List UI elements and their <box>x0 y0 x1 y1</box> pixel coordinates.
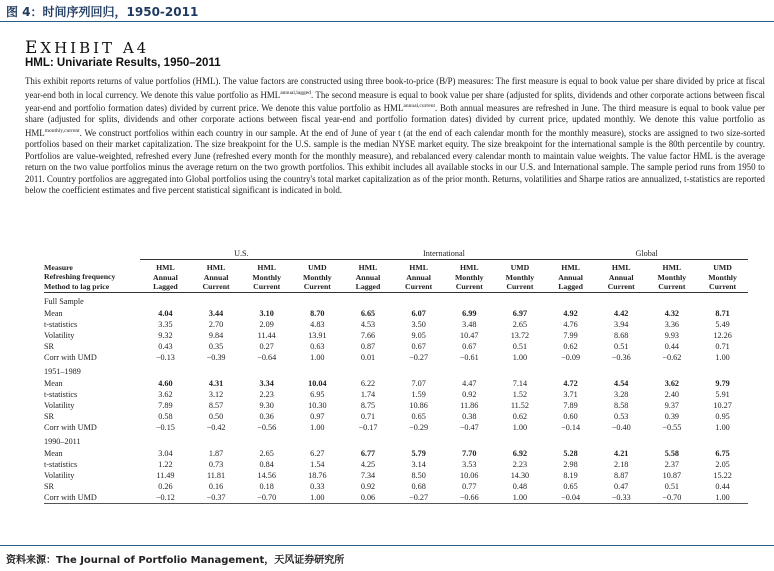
table-cell: 0.67 <box>411 341 426 351</box>
table-cell: 1.00 <box>495 492 546 504</box>
table-cell: 0.68 <box>411 481 426 491</box>
section-row <box>44 363 748 378</box>
table-cell: 1.00 <box>512 352 528 362</box>
table-cell: 3.04 <box>158 448 173 458</box>
table-cell: 0.62 <box>512 411 528 421</box>
frequency-label: Refreshing frequency <box>44 272 116 282</box>
table-cell: 8.19 <box>563 470 578 480</box>
table-cell: 2.37 <box>664 459 680 469</box>
table-cell: 0.27 <box>259 341 274 351</box>
column-header-freq: Monthly <box>505 272 535 282</box>
table-cell: 1.00 <box>310 422 325 432</box>
table-cell: 0.50 <box>208 411 224 421</box>
table-cell: 12.26 <box>713 330 732 340</box>
column-header-measure: HML <box>206 263 226 272</box>
table-cell: 0.73 <box>208 459 224 469</box>
table-cell: −0.39 <box>206 352 226 362</box>
table-cell: 0.84 <box>259 459 274 469</box>
exhibit-label-initial: E <box>25 38 41 58</box>
table-row <box>44 422 748 433</box>
table-cell: 3.71 <box>563 389 578 399</box>
column-header-freq: Annual <box>558 272 583 282</box>
table-cell: 9.30 <box>259 400 274 410</box>
row-label: Volatility <box>44 470 75 480</box>
table-cell: 4.76 <box>563 319 578 329</box>
table-cell: −0.62 <box>662 352 682 362</box>
table-cell: −0.29 <box>409 422 429 432</box>
column-header-measure: HML <box>156 263 175 272</box>
table-cell: 11.44 <box>257 330 276 340</box>
column-header-us-2 <box>191 260 242 293</box>
table-cell: 0.44 <box>715 481 730 491</box>
table-row <box>44 411 748 422</box>
table-cell: 0.63 <box>310 341 325 351</box>
table-cell: 0.48 <box>512 481 528 491</box>
column-header-lag: Lagged <box>558 282 583 292</box>
column-header-measure: HML <box>257 263 276 272</box>
group-header-spacer <box>44 248 140 260</box>
section-row <box>44 433 748 448</box>
table-cell: 0.97 <box>310 411 325 421</box>
column-header-measure: HML <box>409 263 428 272</box>
column-header-lag: Lagged <box>355 282 381 292</box>
column-header-intl-1 <box>343 260 394 293</box>
table-cell: 6.65 <box>360 308 376 318</box>
column-header-freq: Annual <box>608 272 634 282</box>
column-header-lag: Current <box>253 282 281 292</box>
table-cell: 9.32 <box>158 330 173 340</box>
table-cell: 10.86 <box>409 400 428 410</box>
table-cell: 7.66 <box>360 330 376 340</box>
header-divider <box>0 21 774 22</box>
column-header-measure: UMD <box>713 263 732 272</box>
table-cell: −0.37 <box>191 492 242 504</box>
row-label: t-statistics <box>44 389 78 399</box>
table-cell: 0.95 <box>715 411 730 421</box>
table-cell: −0.33 <box>596 492 647 504</box>
row-label: SR <box>44 411 55 421</box>
row-label: Mean <box>44 448 63 458</box>
column-header-measure: HML <box>561 263 580 272</box>
table-cell: −0.47 <box>459 422 479 432</box>
column-header-freq: Monthly <box>303 272 332 282</box>
table-cell: 0.65 <box>411 411 426 421</box>
table-cell: 0.60 <box>563 411 578 421</box>
table-cell: 4.04 <box>158 308 173 318</box>
table-row <box>44 481 748 492</box>
table-cell: 7.34 <box>360 470 376 480</box>
table-cell: 8.57 <box>208 400 224 410</box>
column-header-global-2 <box>596 260 647 293</box>
column-header-lag: Current <box>202 282 230 292</box>
column-header-freq: Annual <box>355 272 381 282</box>
footer-divider <box>0 545 774 546</box>
row-label: t-statistics <box>44 319 78 329</box>
table-cell: −0.15 <box>155 422 175 432</box>
table-cell: −0.13 <box>155 352 175 362</box>
row-label: Mean <box>44 308 63 318</box>
table-cell: 9.93 <box>664 330 680 340</box>
column-header-measure: HML <box>662 263 682 272</box>
table-cell: 4.53 <box>360 319 376 329</box>
table-cell: 7.99 <box>563 330 578 340</box>
lag-method-label: Method to lag price <box>44 281 110 291</box>
table-cell: 2.23 <box>512 459 528 469</box>
table-cell: 0.35 <box>208 341 224 351</box>
table-cell: 3.50 <box>411 319 426 329</box>
table-cell: 4.21 <box>614 448 629 458</box>
table-cell: 2.09 <box>259 319 274 329</box>
section-title: Full Sample <box>44 296 84 306</box>
column-header-intl-3 <box>444 260 495 293</box>
table-cell: 6.92 <box>512 448 528 458</box>
table-cell: 6.22 <box>360 378 376 388</box>
table-cell: 11.49 <box>156 470 175 480</box>
column-header-lag: Current <box>455 282 483 292</box>
table-cell: 4.60 <box>158 378 173 388</box>
table-cell: 10.30 <box>308 400 327 410</box>
table-cell: −0.12 <box>140 492 191 504</box>
results-table-wrapper <box>44 248 748 504</box>
table-cell: 0.53 <box>614 411 629 421</box>
table-cell: 1.00 <box>512 422 528 432</box>
column-header-global-1 <box>545 260 596 293</box>
table-cell: 6.27 <box>310 448 325 458</box>
table-row <box>44 492 748 504</box>
table-cell: 1.87 <box>208 448 224 458</box>
group-international: International <box>343 248 546 260</box>
table-cell: 7.07 <box>411 378 426 388</box>
table-cell: 0.58 <box>158 411 173 421</box>
results-table <box>44 248 748 504</box>
table-cell: 9.79 <box>715 378 730 388</box>
description-sup-3: monthly,current <box>44 127 80 134</box>
table-row <box>44 352 748 363</box>
table-cell: 8.70 <box>310 308 325 318</box>
description-part-4: . We construct portfolios within each country in our sample. At the end of June of year t (at the end of each calendar month for the monthly measure), stocks are assigned to two size-sorted portfolios based on their market capitalization. The size breakpoint for the U.S. sample is the median NYSE market equity. The size breakpoint for the international sample is the 80th percentile by country. Portfolios are value-weighted, refreshed every June (refreshed every month for the monthly measure), and rebalanced every calendar month to maintain value weights. The value factor HML is the average return on the two value portfolios minus the average return on the two growth portfolios. This exhibit includes all available stocks in our U.S. and International sample. The sample period runs from 1950 to 2011. Country portfolios are aggregated into Global portfolios using the country's total market capitalization as of the prior month. Returns, volatilities and Sharpe ratios are annualized, t-statistics are reported below the coefficient estimates and five percent statistical significant is indicated in bold. <box>25 127 765 196</box>
table-cell: 1.54 <box>310 459 325 469</box>
table-cell: −0.64 <box>257 352 277 362</box>
table-cell: 0.18 <box>259 481 274 491</box>
table-row <box>44 400 748 411</box>
table-cell: 1.22 <box>158 459 173 469</box>
table-cell: 1.52 <box>512 389 528 399</box>
table-cell: 7.70 <box>462 448 477 458</box>
group-header-row <box>44 248 748 260</box>
table-cell: 14.30 <box>510 470 530 480</box>
table-cell: 0.01 <box>360 352 376 362</box>
table-cell: 2.70 <box>208 319 224 329</box>
table-cell: 2.18 <box>614 459 629 469</box>
column-header-lag: Current <box>709 282 737 292</box>
table-cell: 0.51 <box>512 341 528 351</box>
table-cell: 6.77 <box>360 448 376 458</box>
table-cell: −0.09 <box>561 352 581 362</box>
table-cell: 3.44 <box>208 308 224 318</box>
table-cell: 4.47 <box>462 378 477 388</box>
section-row <box>44 292 748 308</box>
table-cell: 3.34 <box>259 378 274 388</box>
table-cell: 1.00 <box>715 352 730 362</box>
table-cell: 5.79 <box>411 448 426 458</box>
table-row <box>44 470 748 481</box>
table-cell: 4.54 <box>614 378 629 388</box>
table-cell: 4.32 <box>664 308 680 318</box>
table-cell: 8.50 <box>411 470 426 480</box>
table-row <box>44 319 748 330</box>
table-cell: 1.00 <box>310 352 325 362</box>
table-cell: 1.59 <box>411 389 426 399</box>
table-cell: −0.56 <box>257 422 277 432</box>
table-cell: 4.83 <box>310 319 325 329</box>
table-cell: 2.40 <box>664 389 680 399</box>
table-cell: −0.40 <box>611 422 631 432</box>
row-label: Volatility <box>44 330 75 340</box>
table-cell: 5.49 <box>715 319 730 329</box>
table-body <box>44 292 748 503</box>
exhibit-subtitle: HML: Univariate Results, 1950–2011 <box>25 57 221 69</box>
table-cell: 5.58 <box>664 448 680 458</box>
exhibit-label-rest: XHIBIT A4 <box>40 39 150 57</box>
table-cell: 14.56 <box>257 470 276 480</box>
table-cell: 8.87 <box>614 470 629 480</box>
column-header-freq: Monthly <box>657 272 687 282</box>
table-cell: −0.04 <box>545 492 596 504</box>
table-cell: 6.97 <box>512 308 528 318</box>
table-cell: 0.51 <box>614 341 629 351</box>
table-cell: 6.95 <box>310 389 325 399</box>
row-label: t-statistics <box>44 459 78 469</box>
row-label: Corr with UMD <box>44 352 97 362</box>
figure-header <box>0 0 774 22</box>
column-header-measure: UMD <box>308 263 327 272</box>
table-row <box>44 389 748 400</box>
column-header-us-1 <box>140 260 191 293</box>
table-cell: 11.86 <box>460 400 479 410</box>
table-cell: −0.61 <box>459 352 479 362</box>
table-row <box>44 378 748 389</box>
description-part-2: . The second measure is equal to book value per share (adjusted for splits, dividends and other corporate actions between fiscal year-end and portfolio formation dates) divided by current price. We denote this value portfolio as HML <box>25 89 765 113</box>
group-global: Global <box>545 248 748 260</box>
table-cell: 4.92 <box>563 308 578 318</box>
column-header-global-4 <box>697 260 748 293</box>
column-header-us-4 <box>292 260 343 293</box>
column-header-us-3 <box>241 260 292 293</box>
column-header-lag: Lagged <box>153 282 178 292</box>
column-header-measure: HML <box>459 263 479 272</box>
table-cell: 0.67 <box>462 341 477 351</box>
table-cell: 2.98 <box>563 459 578 469</box>
group-us: U.S. <box>140 248 343 260</box>
table-cell: 3.53 <box>462 459 477 469</box>
table-cell: 0.39 <box>664 411 680 421</box>
row-label: SR <box>44 481 55 491</box>
column-header-lag: Current <box>405 282 433 292</box>
table-cell: 1.00 <box>715 422 730 432</box>
table-cell: 6.75 <box>715 448 730 458</box>
column-header-row <box>44 260 748 293</box>
column-header-freq: Annual <box>153 272 178 282</box>
table-row <box>44 459 748 470</box>
table-cell: 0.33 <box>310 481 325 491</box>
column-header-freq: Annual <box>406 272 431 282</box>
table-cell: −0.70 <box>241 492 292 504</box>
description-part-3: . Both annual measures are refreshed in June. The third measure is equal to book value per share (adjusted for splits, dividends and other corporate actions between fiscal year-end and portfolio formation dates) divided by current price, updated monthly. We denote this value portfolio as HML <box>25 102 765 138</box>
table-cell: 0.44 <box>664 341 680 351</box>
table-cell: 3.94 <box>614 319 629 329</box>
table-cell: 9.84 <box>208 330 224 340</box>
table-cell: 11.52 <box>510 400 529 410</box>
table-cell: 0.16 <box>208 481 224 491</box>
table-cell: 0.26 <box>158 481 173 491</box>
table-cell: 6.07 <box>411 308 426 318</box>
column-header-intl-2 <box>393 260 444 293</box>
table-cell: 9.37 <box>664 400 680 410</box>
table-cell: 0.62 <box>563 341 578 351</box>
table-cell: 13.72 <box>510 330 530 340</box>
column-header-freq: Monthly <box>252 272 281 282</box>
column-header-freq: Annual <box>203 272 229 282</box>
table-row <box>44 308 748 319</box>
table-cell: 13.91 <box>308 330 327 340</box>
table-cell: 8.68 <box>614 330 629 340</box>
column-header-lag: Current <box>506 282 534 292</box>
table-cell: 0.38 <box>462 411 477 421</box>
table-cell: 2.23 <box>259 389 274 399</box>
table-cell: 4.31 <box>208 378 224 388</box>
table-cell: 2.65 <box>259 448 274 458</box>
table-cell: 0.43 <box>158 341 173 351</box>
table-cell: 10.06 <box>460 470 479 480</box>
table-cell: 15.22 <box>713 470 732 480</box>
source-note: 资料来源：The Journal of Portfolio Management，天风证券研究所 <box>6 555 345 566</box>
description-sup-2: annual,current <box>403 102 435 109</box>
table-cell: 2.05 <box>715 459 730 469</box>
table-cell: 3.12 <box>208 389 224 399</box>
column-header-lag: Current <box>303 282 331 292</box>
column-header-lag: Current <box>607 282 635 292</box>
table-cell: −0.17 <box>358 422 378 432</box>
column-header-measure: HML <box>611 263 631 272</box>
table-cell: 10.27 <box>713 400 732 410</box>
row-label: SR <box>44 341 55 351</box>
table-cell: 1.74 <box>360 389 376 399</box>
table-cell: 3.48 <box>462 319 477 329</box>
table-cell: 8.71 <box>715 308 730 318</box>
table-cell: 10.47 <box>460 330 479 340</box>
table-cell: 0.87 <box>360 341 376 351</box>
exhibit-label <box>25 38 149 58</box>
table-cell: 9.05 <box>411 330 426 340</box>
table-cell: 6.99 <box>462 308 477 318</box>
table-cell: −0.66 <box>444 492 495 504</box>
table-cell: 11.81 <box>206 470 226 480</box>
table-cell: −0.42 <box>206 422 226 432</box>
table-cell: 4.42 <box>614 308 629 318</box>
table-row <box>44 448 748 459</box>
table-cell: 3.62 <box>664 378 680 388</box>
table-cell: 7.89 <box>158 400 173 410</box>
table-cell: 7.14 <box>512 378 528 388</box>
row-label: Mean <box>44 378 63 388</box>
column-header-global-3 <box>647 260 698 293</box>
table-cell: 2.65 <box>512 319 528 329</box>
table-cell: 0.06 <box>343 492 394 504</box>
table-cell: 18.76 <box>308 470 327 480</box>
table-cell: 10.87 <box>662 470 682 480</box>
table-cell: 0.92 <box>462 389 477 399</box>
table-row <box>44 330 748 341</box>
table-cell: 5.28 <box>563 448 578 458</box>
column-header-lag: Current <box>658 282 686 292</box>
column-header-freq: Monthly <box>454 272 484 282</box>
table-cell: 5.91 <box>715 389 730 399</box>
table-cell: 1.00 <box>292 492 343 504</box>
column-header-intl-4 <box>495 260 546 293</box>
exhibit-description <box>25 76 765 231</box>
table-cell: 3.10 <box>259 308 274 318</box>
table-cell: 0.71 <box>360 411 376 421</box>
figure-title: 图 4：时间序列回归，1950-2011 <box>6 5 199 19</box>
table-cell: 0.71 <box>715 341 730 351</box>
table-cell: 1.00 <box>697 492 748 504</box>
row-label-header <box>44 260 140 293</box>
column-header-measure: HML <box>358 263 378 272</box>
table-cell: 3.62 <box>158 389 173 399</box>
table-cell: 4.25 <box>360 459 376 469</box>
table-cell: −0.36 <box>611 352 631 362</box>
table-cell: 0.65 <box>563 481 578 491</box>
table-cell: 3.14 <box>411 459 426 469</box>
table-cell: 0.47 <box>614 481 629 491</box>
table-cell: 0.77 <box>462 481 477 491</box>
table-cell: 0.92 <box>360 481 376 491</box>
section-title: 1951–1989 <box>44 366 81 376</box>
table-cell: −0.14 <box>561 422 581 432</box>
table-cell: 0.36 <box>259 411 274 421</box>
row-label: Corr with UMD <box>44 492 140 504</box>
table-row <box>44 341 748 352</box>
description-part-1: This exhibit reports returns of value portfolios (HML). The value factors are constructed using three book-to-price (B/P) measures: The first measure is equal to book value per share divided by price at fiscal year-end both in local currency. We denote this value portfolio as HML <box>25 76 765 100</box>
table-cell: −0.27 <box>393 492 444 504</box>
table-cell: −0.27 <box>409 352 429 362</box>
table-cell: 8.58 <box>614 400 629 410</box>
table-cell: 10.04 <box>308 378 327 388</box>
description-sup-1: annual,lagged <box>280 89 311 96</box>
table-cell: 7.89 <box>563 400 578 410</box>
section-title: 1990–2011 <box>44 436 81 446</box>
table-cell: 8.75 <box>360 400 376 410</box>
table-cell: −0.70 <box>647 492 698 504</box>
table-cell: −0.55 <box>662 422 682 432</box>
table-cell: 0.51 <box>664 481 680 491</box>
row-label: Corr with UMD <box>44 422 97 432</box>
table-cell: 4.72 <box>563 378 578 388</box>
table-cell: 3.35 <box>158 319 173 329</box>
column-header-freq: Monthly <box>708 272 737 282</box>
table-cell: 3.36 <box>664 319 680 329</box>
column-header-measure: UMD <box>510 263 530 272</box>
table-cell: 3.28 <box>614 389 629 399</box>
row-label: Volatility <box>44 400 75 410</box>
measure-label: Measure <box>44 262 73 272</box>
